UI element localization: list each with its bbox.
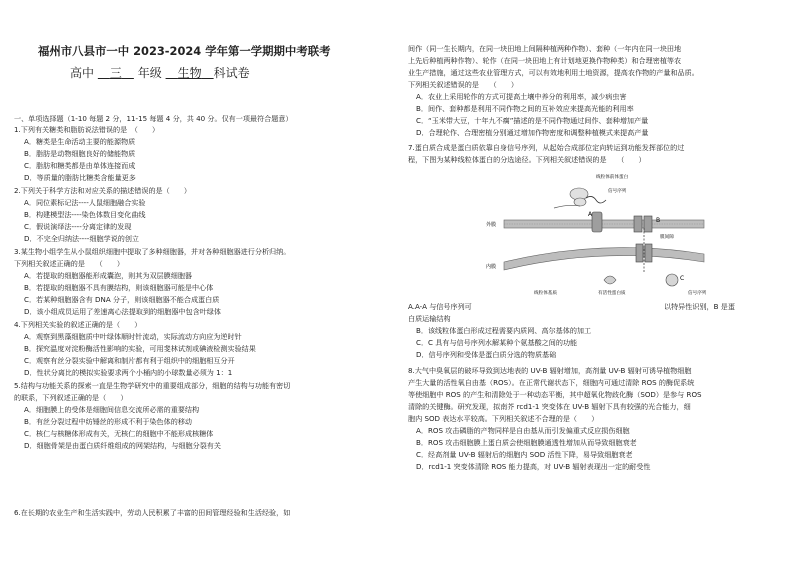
enzyme-c-icon bbox=[666, 274, 678, 286]
label-precursor: 线粒体前体蛋白 bbox=[596, 175, 629, 180]
active-protein-icon bbox=[604, 276, 616, 284]
label-c: C bbox=[680, 275, 685, 282]
q2-option-b: B．构建模型法----染色体数目变化曲线 bbox=[24, 210, 146, 219]
q1-option-b: B．脂肪是动物细胞良好的储能物质 bbox=[24, 149, 136, 158]
section-heading: 一、单项选择题（1-10 每题 2 分，11-15 每题 4 分，共 40 分。仅有一项最符合题意） bbox=[14, 114, 293, 123]
exam-title: 福州市八县市一中 2023-2024 学年第一学期期中考联考 bbox=[38, 44, 331, 58]
q8-option-b: B．ROS 攻击细胞膜上蛋白质会使细胞膜通透性增加从而导致细胞衰老 bbox=[416, 438, 637, 447]
q6-cont-line4: 下列相关叙述错误的是 （ ） bbox=[408, 80, 518, 89]
label-active: 有活性蛋白质 bbox=[598, 291, 626, 296]
inner-membrane bbox=[504, 248, 704, 270]
q6-cont-line3: 业生产措施，通过这些农业管理方式，可以有效地利用土地资源，提高农作物的产量和品质。 bbox=[408, 68, 699, 77]
grade-subject-line bbox=[70, 66, 250, 81]
q6-option-b: B．间作、套种都是利用不同作物之间的互补效应来提高光能的利用率 bbox=[416, 104, 634, 113]
q5-option-c: C．核仁与核糖体形成有关，无核仁的细胞中不能形成核糖体 bbox=[24, 429, 214, 438]
q8-option-d: D．rcd1-1 突变体清除 ROS 能力提高，对 UV-B 辐射表现出一定的耐受性 bbox=[416, 462, 651, 471]
receptor-a-icon bbox=[592, 212, 602, 232]
q1-option-c: C．脂肪和糖类都是由单体连接而成 bbox=[24, 161, 136, 170]
q7-option-a-cont: 白质运输结构 bbox=[408, 314, 451, 323]
q1-option-a: A．糖类是生命活动主要的能源物质 bbox=[24, 137, 136, 146]
q7-option-a-left: A.A-A 与信号序列可 bbox=[408, 302, 472, 311]
q3-option-d: D．该小组成员运用了差速离心法提取到的细胞器中包含叶绿体 bbox=[24, 307, 221, 316]
q7-option-d: D．信号序列和受体是蛋白质分选的物质基础 bbox=[416, 350, 557, 359]
label-space: 膜间隙 bbox=[660, 235, 674, 240]
q8-stem-line1: 8.大气中臭氧层的破坏导致到达地表的 UV-B 辐射增加，高剂量 UV-B 辐射可诱导植物细胞 bbox=[408, 366, 692, 375]
q8-stem-line3: 等使细胞中 ROS 的产生和清除处于一种动态平衡，其中超氧化物歧化酶（SOD）是参与 ROS bbox=[408, 390, 702, 399]
q5-stem-line2: 的联系，下列叙述正确的是（ ） bbox=[14, 393, 128, 402]
q4-option-b: B．探究温度对淀粉酶活性影响的实验，可用斐林试剂或碘液检测实验结果 bbox=[24, 344, 256, 353]
q8-option-c: C．经高剂量 UV-B 辐射后的细胞内 SOD 活性下降，易导致细胞衰老 bbox=[416, 450, 633, 459]
subject-suffix: 科试卷 bbox=[213, 66, 250, 80]
q2-option-c: C．假说演绎法----分离定律的发现 bbox=[24, 222, 132, 231]
grade-value: 三 bbox=[109, 66, 122, 80]
label-b: B bbox=[656, 217, 661, 224]
q1-stem: 1.下列有关糖类和脂肪说法错误的是 （ ） bbox=[14, 125, 160, 134]
q2-stem: 2.下列关于科学方法和对应关系的描述错误的是（ ） bbox=[14, 186, 192, 195]
q5-stem-line1: 5.结构与功能关系的探索一直是生物学研究中的重要组成部分，细胞的结构与功能有密切 bbox=[14, 381, 291, 390]
q6-stem-line1: 6.在长期的农业生产和生活实践中，劳动人民积累了丰富的田间管理经验和生活经验，如 bbox=[14, 508, 291, 517]
q7-option-a-right: 以特异性识别，B 是蛋 bbox=[664, 302, 735, 311]
label-outer: 外膜 bbox=[486, 222, 497, 228]
label-signal: 信号序列 bbox=[608, 189, 627, 194]
q3-stem-line1: 3.某生物小组学生从小鼠组织细胞中提取了多种细胞器，并对各种细胞器进行分析归纳。 bbox=[14, 247, 291, 256]
q8-stem-line5: 胞内 SOD 表达水平较高。下列相关叙述不合理的是（ ） bbox=[408, 414, 599, 423]
q8-option-a: A．ROS 攻击磷脂的产物同样是自由基从而引发偏重式反应损伤细胞 bbox=[416, 426, 630, 435]
q3-option-a: A．若提取的细胞器能形成囊泡，则其为双层膜细胞器 bbox=[24, 271, 193, 280]
q7-stem-line1: 7.蛋白质合成是蛋白质依靠自身信号序列，从起始合成部位定向转运到功能发挥部位的过 bbox=[408, 143, 685, 152]
label-matrix: 线粒体基质 bbox=[534, 291, 557, 296]
q5-option-a: A．细胞膜上的受体是细胞间信息交流所必需的重要结构 bbox=[24, 405, 200, 414]
q6-cont-line2: 上先后种植两种作物）、轮作（在同一块田地上有计划地更换作物种类）和合理密植等农 bbox=[408, 56, 682, 65]
q5-option-d: D．细胞骨架是由蛋白质纤维组成的网架结构，与细胞分裂有关 bbox=[24, 441, 221, 450]
q4-option-c: C．观察有丝分裂实验中解离和制片都有利于组织中的细胞相互分开 bbox=[24, 356, 235, 365]
q8-stem-line4: 清除的关键酶。研究发现，拟南芥 rcd1-1 突变体在 UV-B 辐射下具有较强的光合能力，细 bbox=[408, 402, 691, 411]
q5-option-b: B．有丝分裂过程中纺锤丝的形成不利于染色体的移动 bbox=[24, 417, 193, 426]
q6-cont-line1: 间作（同一生长期内，在同一块田地上间隔种植两种作物）、套种（一年内在同一块田地 bbox=[408, 44, 682, 53]
label-signal2: 信号序列 bbox=[688, 291, 707, 296]
q8-stem-line2: 产生大量的活性氧自由基（ROS）。在正常代谢状态下，细胞内可通过清除 ROS 的酶促系统 bbox=[408, 378, 695, 387]
signal-sequence-icon bbox=[586, 196, 606, 203]
q3-option-b: B．若提取的细胞器不具有膜结构，则该细胞器可能是中心体 bbox=[24, 283, 214, 292]
q6-option-a: A．农业上采用轮作的方式可提高土壤中养分的利用率，减少病虫害 bbox=[416, 92, 627, 101]
mitochondria-protein-sorting-diagram bbox=[484, 168, 724, 300]
q2-option-a: A．同位素标记法----人鼠细胞融合实验 bbox=[24, 198, 146, 207]
grade-suffix: 年级 bbox=[137, 66, 162, 80]
q4-stem: 4.下列相关实验的叙述正确的是（ ） bbox=[14, 320, 142, 329]
subject-value: 生物 bbox=[177, 66, 202, 80]
q7-stem-line2: 程，下图为某种线粒体蛋白的分选途径。下列相关叙述错误的是 （ ） bbox=[408, 155, 646, 164]
q2-option-d: D．不完全归纳法----细胞学说的创立 bbox=[24, 234, 140, 243]
q4-option-d: D．性状分离比的模拟实验要求两个小桶内的小球数量必须为 1：1 bbox=[24, 368, 233, 377]
q6-option-c: C．“玉米带大豆，十年九不瘸”描述的是不同作物通过间作、套种增加产量 bbox=[416, 116, 649, 125]
q4-option-a: A．观察到黑藻细胞质中叶绿体顺时针流动，实际流动方向应为逆时针 bbox=[24, 332, 242, 341]
q1-option-d: D．等质量的脂肪比糖类含能量更多 bbox=[24, 173, 136, 182]
label-a: A bbox=[588, 211, 593, 218]
q7-option-b: B．该线粒体蛋白形成过程需要内质网、高尔基体的加工 bbox=[416, 326, 592, 335]
q6-option-d: D．合理轮作、合理密植分别通过增加作物密度和调整种植模式来提高产量 bbox=[416, 128, 649, 137]
grade-prefix: 高中 bbox=[70, 66, 95, 80]
channel-b-icon bbox=[634, 216, 642, 232]
q7-option-c: C．C 具有与信号序列水解某种个氨基酸之间的功能 bbox=[416, 338, 578, 347]
label-inner: 内膜 bbox=[486, 264, 497, 270]
q3-stem-line2: 下列相关叙述正确的是 （ ） bbox=[14, 259, 124, 268]
q3-option-c: C．若某种细胞器含有 DNA 分子，则该细胞器不能合成蛋白质 bbox=[24, 295, 220, 304]
